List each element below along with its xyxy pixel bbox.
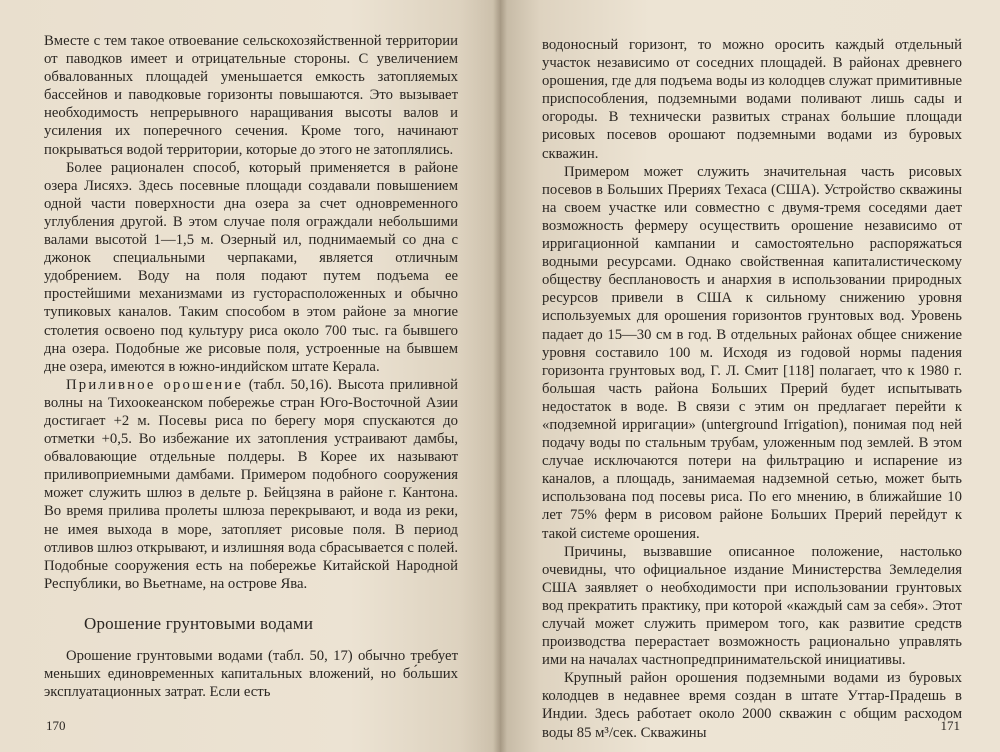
section-heading: Орошение грунтовыми водами bbox=[84, 613, 314, 633]
left-page-text bbox=[44, 32, 458, 701]
paragraph: Примером может служить значительная часть рисовых посевов в Больших Прериях Техаса (США). Устройство скважины на своем участке или совместно с двумя-тремя соседями дает возможность фермеру осуществить орошение независимо от ирригационной кампании и самостоятельно распоряжаться водными ресурсами. Однако свойственная капиталистическому обществу бесплановость и анархия в использовании природных ресурсов привели в США к сильному снижению уровня используемых для орошения горизонтов грунтовых вод. Уровень падает до 15—30 см в год. В отдельных районах общее снижение уровня составило 100 м. Исходя из годовой нормы падения горизонта грунтовых вод, Г. Л. Смит [118] полагает, что к 1980 г. большая часть района Больших Прерий будет испытывать недостаток в воде. В связи с этим он предлагает перейти к «подземной ирригации» (unterground Irrigation), понимая под ней подачу воды по стальным трубам, уложенным под землей. В этом случае исключаются потери на фильтрацию и испарение из каналов, а площадь, занимаемая надземной сетью, может быть использована под посевы риса. По его мнению, в ближайшие 10 лет 75% ферм в рисовом районе Больших Прерий перейдут к такой системе орошения. bbox=[542, 163, 962, 542]
paragraph: Орошение грунтовыми водами (табл. 50, 17) обычно требует меньших единовременных капитальных вложений, но бо́льших эксплуатационных затрат. Если есть bbox=[44, 647, 458, 701]
paragraph-tidal-irrigation bbox=[44, 376, 458, 593]
paragraph: Вместе с тем такое отвоевание сельскохозяйственной территории от паводков имеет и отрицательные стороны. С увеличением обвалованных площадей уменьшается емкость затопляемых бассейнов и паводковые горизонты повышаются. Это вызывает необходимость непрерывного наращивания высоты валов и усиления их поперечного сечения. Кроме того, начинают покрываться водой территории, которые до этого не затоплялись. bbox=[44, 33, 458, 158]
paragraph: Более рационален способ, который применяется в районе озера Лисяхэ. Здесь посевные площади создавали повышением одной части поверхности дна озера за счет одновременного углубления другой. В этом случае поля ограждали небольшими валами высотой 1—1,5 м. Озерный ил, поднимаемый со дна с джонок специальными черпаками, является отличным удобрением. Воду на поля подают путем подъема ее простейшими механизмами из густорасположенных и обычно тупиковых каналов. Таким способом в этом районе за многие столетия освоено под культуру риса около 700 тыс. га бывшего дна озера. Подобные же рисовые поля, устроенные на бывшем дне озера, имеются в южно-индийском штате Керала. bbox=[44, 159, 458, 375]
right-page-text bbox=[542, 36, 962, 742]
paragraph: Причины, вызвавшие описанное положение, настолько очевидны, что официальное издание Министерства Земледелия США заявляет о необходимости при использовании грунтовых вод прекратить практику, при которой «каждый сам за себя». Этот случай может служить примером того, как развитие средств производства перерастает возможность рационально управлять ими на началах частнопредпринимательской инициативы. bbox=[542, 543, 962, 669]
paragraph: водоносный горизонт, то можно оросить каждый отдельный участок независимо от соседних площадей. В районах древнего орошения, где для подъема воды из колодцев служат примитивные приспособления, подземными водами поливают лишь сады и огороды. В технически развитых странах большие площади рисовых посевов орошают подземными водами из буровых скважин. bbox=[542, 37, 962, 162]
book-gutter bbox=[493, 0, 507, 752]
paragraph: Крупный район орошения подземными водами из буровых колодцев в недавнее время создан в штате Уттар-Прадешь в Индии. Здесь работает около 2000 скважин с общим расходом воды 85 м³/сек. Скважины bbox=[542, 670, 962, 741]
page-number: 171 bbox=[940, 718, 960, 733]
page-number: 170 bbox=[46, 718, 66, 733]
term-tidal-irrigation: Приливное орошение bbox=[66, 376, 244, 393]
paragraph-text: (табл. 50,16). Высота приливной волны на Тихоокеанском побережье стран Юго-Восточной Азии достигает +2 м. Посевы риса по берегу моря спускаются до отметки +0,5. Во избежание их затопления устраивают дамбы, обваловающие отдельные полдеры. В Корее их называют приливоприемными дамбами. Примером подобного сооружения может служить шлюз в дельте р. Бейцзяна в районе г. Кантона. Во время прилива пролеты шлюза перекрывают, и вода из реки, не имея выхода в море, затопляет рисовые поля. В период отливов шлюз открывают, и излишняя вода сбрасывается с полей. Подобные сооружения есть на побережье Китайской Народной Республики, во Вьетнаме, на острове Ява. bbox=[44, 376, 458, 592]
right-page bbox=[500, 0, 1000, 752]
